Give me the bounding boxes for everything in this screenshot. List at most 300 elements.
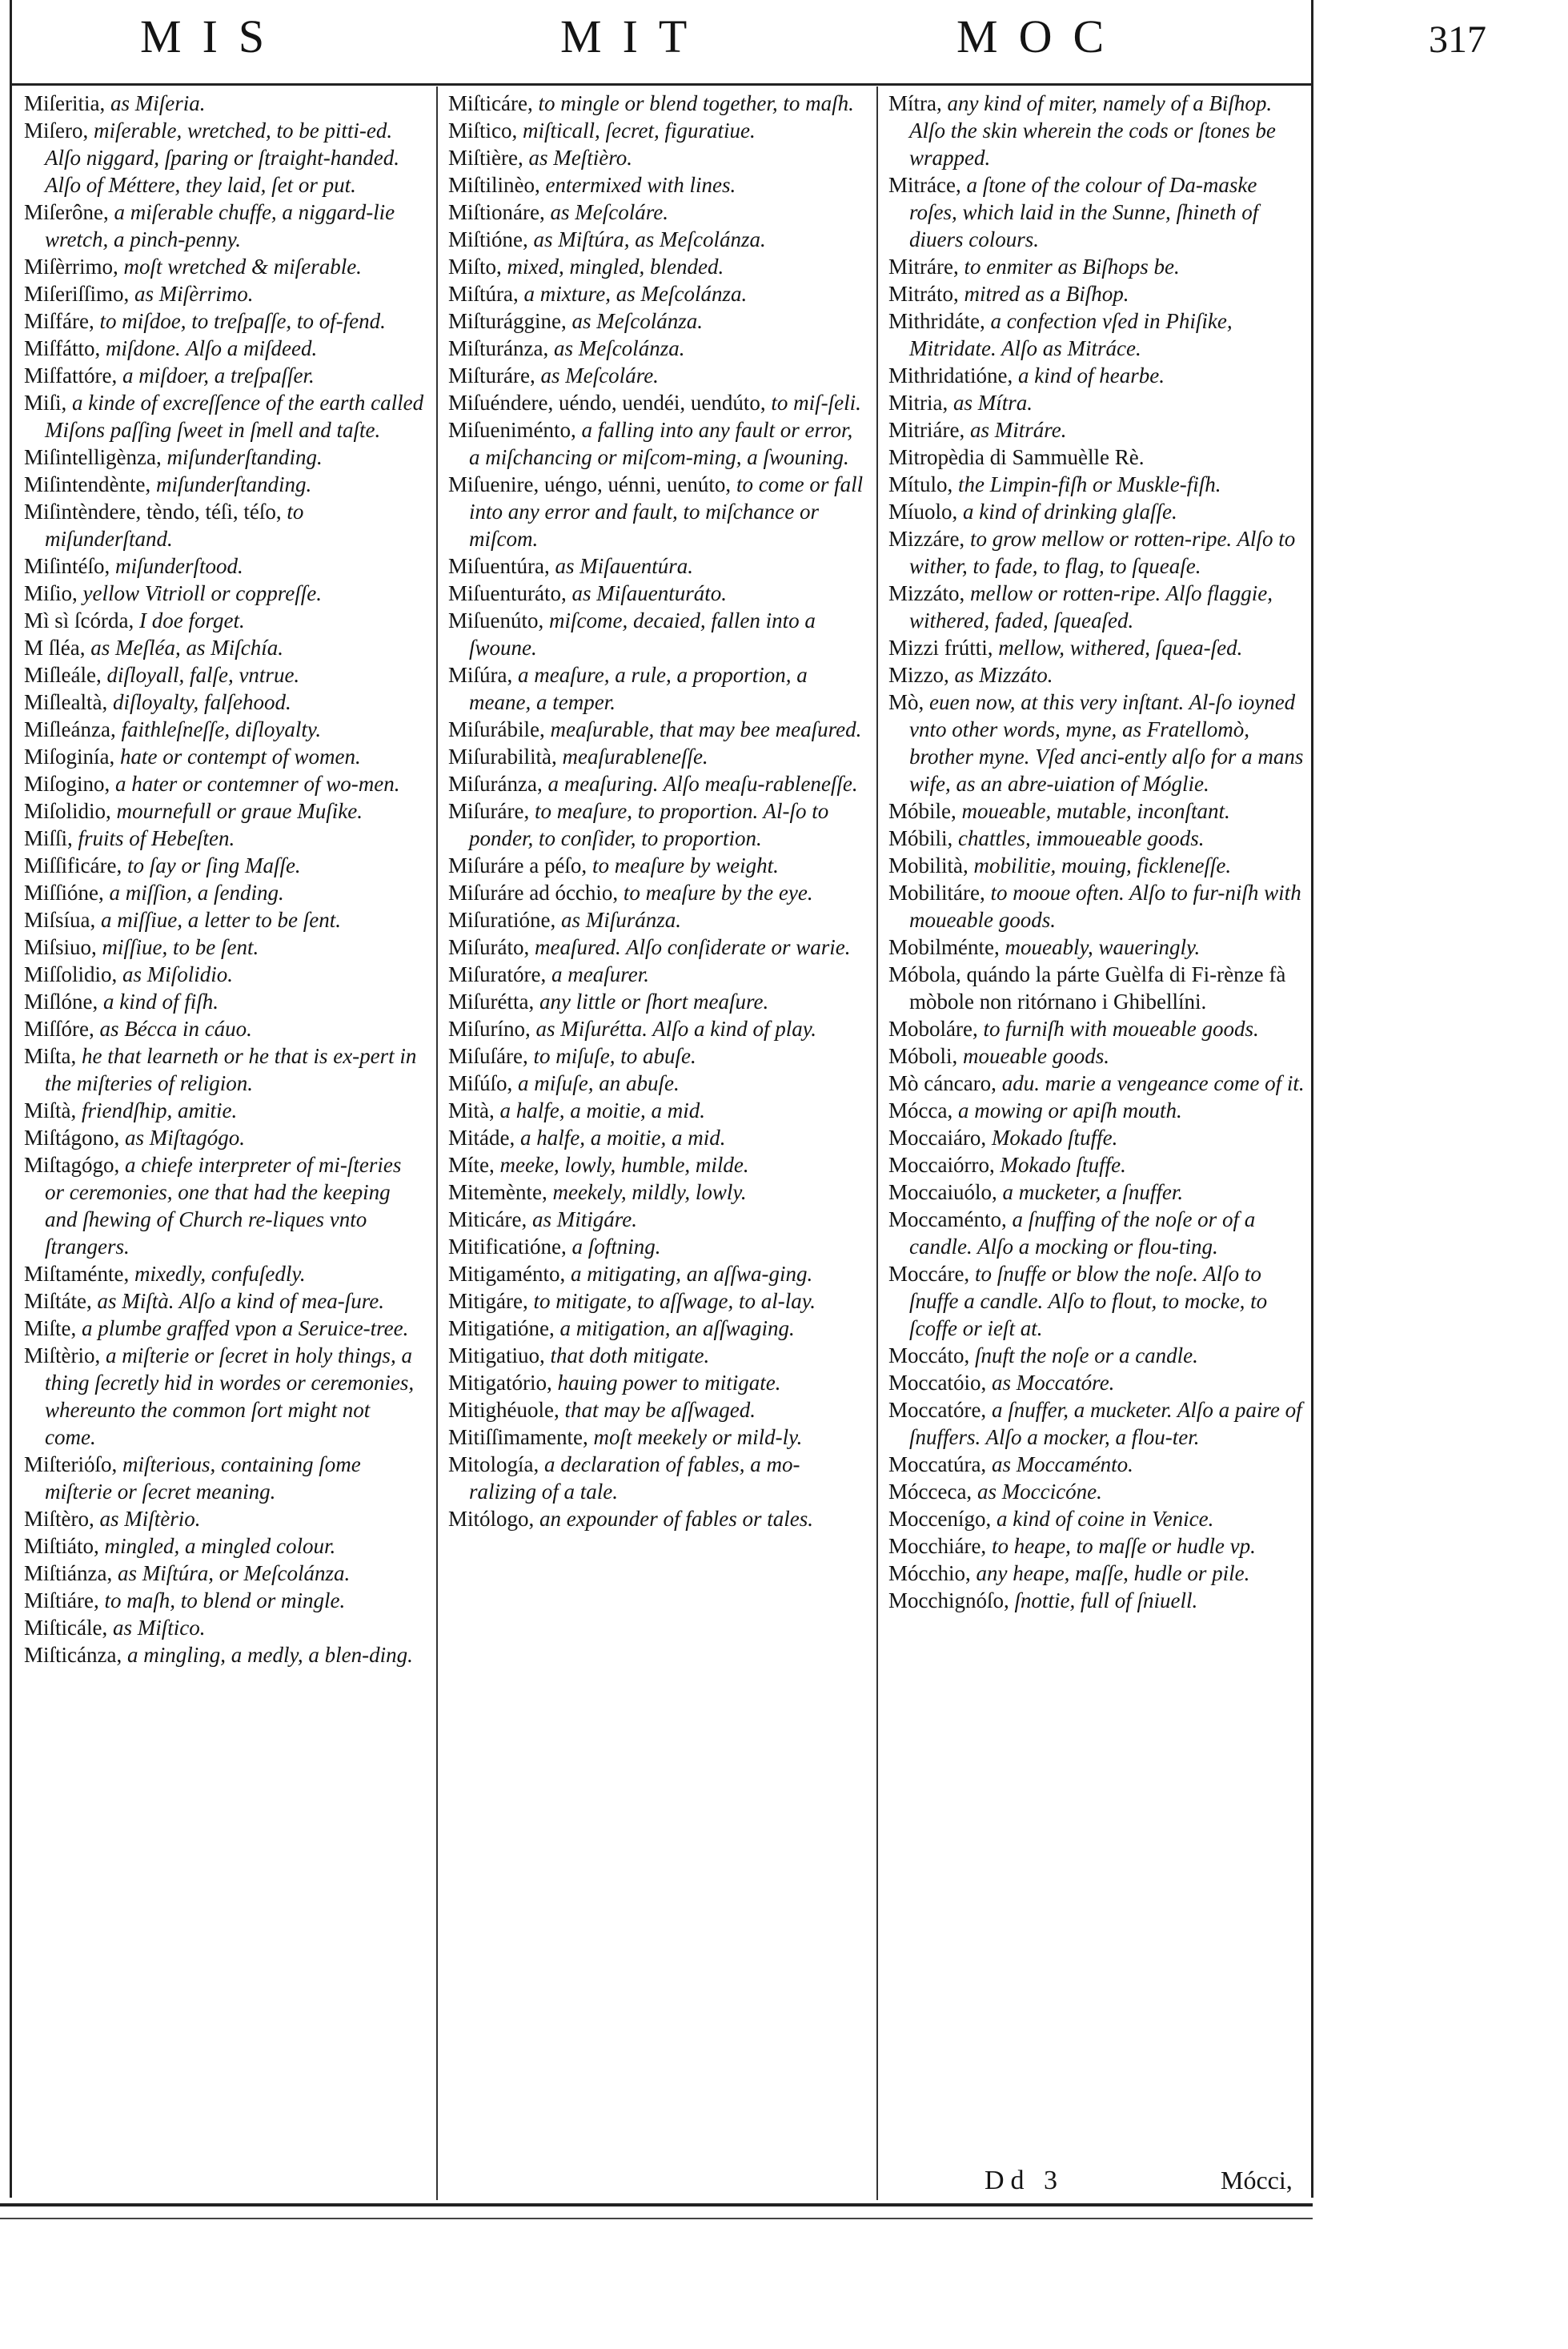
dictionary-entry [448, 770, 864, 797]
dictionary-entry [448, 1015, 864, 1042]
dictionary-entry [448, 1070, 864, 1097]
entry-definition: as Miſurétta. Alſo a kind of play. [530, 1017, 817, 1041]
entry-definition: ſnottie, full of ſniuell. [1009, 1588, 1198, 1612]
catchword: Mócci, [1221, 2166, 1293, 2194]
dictionary-entry [24, 552, 424, 580]
dictionary-entry [888, 634, 1305, 661]
entry-headword: Mitiſſimamente, [448, 1425, 588, 1449]
dictionary-entry [448, 743, 864, 770]
entry-headword: Miſuenire, uéngo, uénni, uenúto, [448, 472, 732, 496]
entry-definition: Mokado ſtuffe. [994, 1153, 1126, 1177]
entry-headword: Miſuráto, [448, 935, 530, 959]
dictionary-entry [888, 1260, 1305, 1342]
dictionary-entry [448, 280, 864, 307]
entry-headword: Mitigaménto, [448, 1262, 566, 1286]
entry-definition: to meaſure, to proportion. Al-ſo to ponder, to conſider, to proportion. [469, 799, 829, 850]
entry-headword: Miſúſo, [448, 1071, 513, 1095]
entry-definition: faithleſneſſe, diſloyalty. [115, 717, 322, 741]
entry-definition: to meaſure by the eye. [618, 881, 813, 905]
dictionary-entry [448, 117, 864, 144]
entry-headword: Miſoginía, [24, 745, 115, 769]
entry-definition: as Mitráre. [964, 418, 1067, 442]
dictionary-entry [888, 1532, 1305, 1560]
entry-headword: Miſèrrimo, [24, 255, 118, 279]
dictionary-entry [24, 988, 424, 1015]
entry-headword: Mitighéuole, [448, 1398, 559, 1422]
dictionary-entry [888, 1070, 1305, 1097]
guide-word-left: MIS [140, 10, 286, 62]
column-divider-2 [876, 86, 878, 2200]
entry-headword: Miſio, [24, 581, 78, 605]
entry-headword: Moccáre, [888, 1262, 970, 1286]
entry-definition: a mixture, as Meſcolánza. [518, 282, 748, 306]
dictionary-entry [24, 661, 424, 689]
entry-headword: Miſtiáre, [24, 1588, 99, 1612]
entry-headword: Miſuríno, [448, 1017, 531, 1041]
dictionary-entry [888, 1206, 1305, 1260]
dictionary-entry [888, 961, 1305, 1015]
entry-headword: Miſtèro, [24, 1507, 94, 1531]
entry-definition: euen now, at this very inſtant. Al-ſo ioyned vnto other words, myne, as Fratellomò, brother myne. Vſed anci-ently alſo for a mans wife, as an abre-uiation of Móglie. [909, 690, 1304, 796]
entry-headword: Miſtionáre, [448, 200, 545, 224]
entry-definition: a ſnuffer, a mucketer. Alſo a paire of ſnuffers. Alſo a mocker, a flou-ter. [909, 1398, 1302, 1449]
entry-definition: yellow Vitrioll or coppreſſe. [77, 581, 322, 605]
dictionary-entry [448, 1505, 864, 1532]
dictionary-entry [24, 362, 424, 389]
entry-definition: a kinde of excreſſence of the earth called Miſons paſſing ſweet in ſmell and taſte. [45, 391, 424, 442]
entry-definition: ſnuft the noſe or a candle. [969, 1343, 1198, 1367]
entry-definition: mingled, a mingled colour. [98, 1534, 336, 1558]
entry-headword: Moccatúra, [888, 1452, 987, 1476]
entry-headword: Miſleále, [24, 663, 102, 687]
entry-definition: as Miſtico. [107, 1616, 206, 1640]
dictionary-entry [24, 1015, 424, 1042]
dictionary-entry [448, 1315, 864, 1342]
entry-headword: Moboláre, [888, 1017, 978, 1041]
entry-definition: as Miſtèrio. [94, 1507, 201, 1531]
entry-headword: Miſúra, [448, 663, 513, 687]
entry-headword: Mitráto, [888, 282, 959, 306]
dictionary-entry [24, 1042, 424, 1097]
entry-headword: Mítulo, [888, 472, 953, 496]
entry-headword: Míte, [448, 1153, 495, 1177]
header-rule [10, 83, 1313, 86]
entry-headword: Moccaiuólo, [888, 1180, 997, 1204]
page-frame-right-rule [1311, 0, 1313, 2198]
dictionary-entry [888, 280, 1305, 307]
dictionary-entry [24, 1614, 424, 1641]
dictionary-entry [24, 770, 424, 797]
entry-headword: Miſfátto, [24, 336, 101, 360]
entry-headword: Miſtagógo, [24, 1153, 120, 1177]
dictionary-entry [24, 1560, 424, 1587]
entry-headword: Miſtaménte, [24, 1262, 130, 1286]
dictionary-entry [888, 444, 1305, 471]
dictionary-entry [448, 416, 864, 471]
entry-definition: diſloyalty, falſehood. [107, 690, 291, 714]
entry-headword: Mitria, [888, 391, 948, 415]
entry-headword: Miſogino, [24, 772, 110, 796]
entry-definition: diſloyall, falſe, vntrue. [101, 663, 300, 687]
entry-definition: as Moccaménto. [986, 1452, 1133, 1476]
dictionary-entry [24, 607, 424, 634]
dictionary-entry [888, 389, 1305, 416]
entry-definition: to miſdoe, to treſpaſſe, to of-fend. [94, 309, 386, 333]
dictionary-entry [448, 1260, 864, 1287]
dictionary-entry [888, 1451, 1305, 1478]
entry-headword: Moccaiórro, [888, 1153, 995, 1177]
entry-headword: Miſfattóre, [24, 363, 118, 387]
dictionary-entry [24, 743, 424, 770]
entry-definition: as Miſauenturáto. [566, 581, 727, 605]
entry-definition: miſdone. Alſo a miſdeed. [100, 336, 318, 360]
entry-headword: Míuolo, [888, 500, 958, 524]
entry-definition: a mucketer, a ſnuffer. [997, 1180, 1184, 1204]
dictionary-column-1 [24, 90, 424, 1668]
guide-word-right: MOC [956, 10, 1125, 62]
entry-headword: Miſsíua, [24, 908, 96, 932]
entry-headword: Mócchio, [888, 1561, 971, 1585]
dictionary-entry [24, 117, 424, 199]
entry-definition: a ſtone of the colour of Da-maske roſes, which laid in the Sunne, ſhineth of diuers colours. [909, 173, 1259, 251]
dictionary-entry [448, 226, 864, 253]
entry-definition: to grow mellow or rotten-ripe. Alſo to wither, to fade, to flag, to ſqueaſe. [909, 527, 1296, 578]
entry-definition: a meaſuring. Alſo meaſu-rableneſſe. [542, 772, 858, 796]
entry-definition: to miſuſe, to abuſe. [527, 1044, 696, 1068]
dictionary-entry [24, 1260, 424, 1287]
dictionary-entry [24, 1451, 424, 1505]
entry-definition: miſſiue, to be ſent. [96, 935, 259, 959]
dictionary-entry [24, 825, 424, 852]
entry-definition: a ſoftning. [566, 1235, 661, 1259]
entry-headword: Miſto, [448, 255, 502, 279]
dictionary-entry [24, 1587, 424, 1614]
entry-headword: Miſtèrio, [24, 1343, 101, 1367]
entry-definition: a miſerable chuffe, a niggard-lie wretch, a pinch-penny. [45, 200, 395, 251]
entry-definition: meaſurableneſſe. [556, 745, 708, 769]
entry-definition: to miſ-ſeli. [765, 391, 861, 415]
footer-rule-thin [0, 2218, 1313, 2219]
entry-headword: Miſintéſo, [24, 554, 110, 578]
dictionary-entry [24, 634, 424, 661]
entry-definition: as Miſtúra, as Meſcolánza. [527, 227, 766, 251]
entry-definition: that may be aſſwaged. [559, 1398, 756, 1422]
entry-definition: any heape, maſſe, hudle or pile. [970, 1561, 1250, 1585]
entry-definition: to ſay or ſing Maſſe. [122, 853, 301, 877]
entry-headword: Miſtico, [448, 118, 518, 143]
entry-definition: adu. marie a vengeance come of it. [996, 1071, 1305, 1095]
entry-definition: meeke, lowly, humble, milde. [494, 1153, 749, 1177]
entry-definition: miſerable, wretched, to be pitti-ed. Alſo niggard, ſparing or ſtraight-handed. Alſo of Méttere, they laid, ſet or put. [45, 118, 400, 197]
entry-headword: Mitigáre, [448, 1289, 528, 1313]
entry-definition: he that learneth or he that is ex-pert in the miſteries of religion. [45, 1044, 417, 1095]
entry-definition: a mitigating, an aſſwa-ging. [565, 1262, 813, 1286]
entry-headword: Mobilitáre, [888, 881, 985, 905]
entry-headword: Miſticále, [24, 1616, 108, 1640]
entry-headword: Miſuenúto, [448, 608, 544, 632]
entry-headword: Miſuenturáto, [448, 581, 567, 605]
dictionary-entry [888, 1560, 1305, 1587]
dictionary-entry [888, 498, 1305, 525]
dictionary-entry [448, 961, 864, 988]
dictionary-entry [24, 1505, 424, 1532]
dictionary-entry [448, 852, 864, 879]
dictionary-entry [888, 1369, 1305, 1396]
dictionary-entry [448, 552, 864, 580]
entry-headword: Miſuſáre, [448, 1044, 528, 1068]
dictionary-entry [448, 1124, 864, 1151]
entry-definition: as Moccicóne. [972, 1480, 1102, 1504]
dictionary-entry [448, 389, 864, 416]
entry-definition: a mowing or apiſh mouth. [952, 1098, 1182, 1122]
entry-definition: miſunderſtanding. [150, 472, 312, 496]
entry-definition: I doe forget. [134, 608, 245, 632]
dictionary-entry [448, 362, 864, 389]
entry-headword: Miſuráre a péſo, [448, 853, 587, 877]
entry-headword: Miſſi, [24, 826, 73, 850]
entry-definition: miſunderſtood. [110, 554, 243, 578]
entry-definition: a meaſurer. [546, 962, 649, 986]
entry-headword: Miſta, [24, 1044, 77, 1068]
entry-headword: Miſerône, [24, 200, 109, 224]
entry-headword: Mizzáre, [888, 527, 965, 551]
entry-headword: Miſlealtà, [24, 690, 108, 714]
entry-headword: Miſurabilità, [448, 745, 557, 769]
dictionary-entry [888, 1097, 1305, 1124]
entry-headword: Miſfáre, [24, 309, 94, 333]
entry-definition: a mitigation, an aſſwaging. [554, 1316, 795, 1340]
dictionary-entry [448, 1206, 864, 1233]
dictionary-entry [888, 1587, 1305, 1614]
entry-definition: a mingling, a medly, a blen-ding. [122, 1643, 413, 1667]
entry-headword: Miſticáre, [448, 91, 533, 115]
dictionary-entry [888, 934, 1305, 961]
entry-definition: a miſuſe, an abuſe. [512, 1071, 680, 1095]
entry-definition: moueable goods. [957, 1044, 1109, 1068]
entry-definition: fruits of Hebeſten. [72, 826, 235, 850]
entry-headword: Miſurétta, [448, 990, 535, 1014]
entry-definition: the Limpin-fiſh or Muskle-fiſh. [952, 472, 1221, 496]
dictionary-entry [448, 906, 864, 934]
entry-definition: miſunderſtanding. [161, 445, 323, 469]
entry-definition: entermixed with lines. [539, 173, 736, 197]
dictionary-entry [888, 1015, 1305, 1042]
entry-definition: Mokado ſtuffe. [986, 1126, 1118, 1150]
entry-definition: a meaſure, a rule, a proportion, a meane, a temper. [469, 663, 808, 714]
dictionary-entry [888, 1124, 1305, 1151]
entry-headword: Moccáto, [888, 1343, 970, 1367]
entry-headword: Miſleánza, [24, 717, 116, 741]
entry-headword: Miſeritia, [24, 91, 106, 115]
dictionary-entry [24, 1124, 424, 1151]
entry-headword: Miſolidio, [24, 799, 111, 823]
dictionary-entry [448, 797, 864, 852]
dictionary-entry [448, 171, 864, 199]
entry-definition: miſterious, containing ſome miſterie or ſecret meaning. [45, 1452, 361, 1504]
dictionary-entry [448, 934, 864, 961]
entry-headword: Miſſóre, [24, 1017, 94, 1041]
entry-definition: mitred as a Biſhop. [958, 282, 1129, 306]
entry-definition: an expounder of fables or tales. [534, 1507, 813, 1531]
entry-definition: as Meſcoláre. [544, 200, 668, 224]
entry-definition: as Meſcolánza. [548, 336, 685, 360]
dictionary-entry [888, 580, 1305, 634]
entry-definition: to mooue often. Alſo to fur-niſh with moueable goods. [909, 881, 1301, 932]
dictionary-entry [448, 307, 864, 335]
entry-definition: as Miſèrrimo. [129, 282, 254, 306]
entry-definition: a miſterie or ſecret in holy things, a thing ſecretly hid in wordes or ceremonies, whereunto the common ſort might not come. [45, 1343, 415, 1449]
dictionary-entry [448, 607, 864, 661]
entry-definition: moueably, waueringly. [999, 935, 1201, 959]
entry-definition: a miſdoer, a treſpaſſer. [117, 363, 315, 387]
dictionary-entry [888, 171, 1305, 253]
entry-definition: to furniſh with moueable goods. [977, 1017, 1259, 1041]
entry-definition: meaſured. Alſo conſiderate or warie. [529, 935, 851, 959]
dictionary-entry [24, 471, 424, 498]
entry-headword: Mitificatióne, [448, 1235, 567, 1259]
entry-headword: Moccatóio, [888, 1371, 987, 1395]
dictionary-entry [888, 1396, 1305, 1451]
dictionary-entry [24, 199, 424, 253]
entry-definition: as Mítra. [948, 391, 1033, 415]
entry-headword: Mizzi frútti, [888, 636, 993, 660]
entry-headword: Mì sì ſcórda, [24, 608, 134, 632]
entry-definition: a plumbe graffed vpon a Seruice-tree. [76, 1316, 409, 1340]
dictionary-entry [24, 1097, 424, 1124]
entry-headword: Móbola, quándo la párte Guèlfa di Fi-rènze fà mòbole non ritórnano i Ghibellíni. [888, 962, 1286, 1014]
entry-definition: as Meſcolánza. [566, 309, 703, 333]
dictionary-entry [448, 1451, 864, 1505]
entry-headword: Miſsiuo, [24, 935, 97, 959]
guide-word-center: MIT [560, 10, 708, 62]
entry-definition: as Meſcoláre. [535, 363, 659, 387]
entry-definition: as Miſtúra, or Meſcolánza. [112, 1561, 351, 1585]
entry-headword: Mitráre, [888, 255, 959, 279]
page-number: 317 [1429, 18, 1486, 61]
page-frame-left-rule [10, 0, 12, 2198]
dictionary-entry [24, 961, 424, 988]
entry-headword: Mità, [448, 1098, 495, 1122]
dictionary-entry [24, 498, 424, 552]
entry-definition: as Miſtà. Alſo a kind of mea-ſure. [91, 1289, 384, 1313]
entry-headword: Mithridáte, [888, 309, 985, 333]
entry-definition: miſcome, decaied, fallen into a ſwoune. [469, 608, 816, 660]
dictionary-entry [888, 1478, 1305, 1505]
dictionary-entry [888, 362, 1305, 389]
entry-definition: mellow, withered, ſquea-ſed. [993, 636, 1243, 660]
dictionary-entry [448, 471, 864, 552]
entry-definition: mournefull or graue Muſike. [110, 799, 363, 823]
entry-definition: meekely, mildly, lowly. [547, 1180, 747, 1204]
dictionary-entry [448, 335, 864, 362]
dictionary-entry [448, 661, 864, 716]
entry-definition: a halfe, a moitie, a mid. [494, 1098, 705, 1122]
entry-headword: Miſuránza, [448, 772, 543, 796]
entry-headword: Mithridatióne, [888, 363, 1013, 387]
entry-headword: Miſtière, [448, 146, 523, 170]
dictionary-entry [448, 253, 864, 280]
entry-definition: moſt meekely or mild-ly. [587, 1425, 803, 1449]
entry-headword: Mocchiáre, [888, 1534, 987, 1558]
entry-headword: Miſueniménto, [448, 418, 576, 442]
entry-headword: Miſtiáto, [24, 1534, 99, 1558]
entry-definition: moueable, mutable, inconſtant. [956, 799, 1230, 823]
dictionary-entry [24, 307, 424, 335]
entry-headword: Moccatóre, [888, 1398, 987, 1422]
entry-headword: Miſuratióne, [448, 908, 556, 932]
dictionary-entry [448, 1396, 864, 1423]
entry-headword: Miſſióne, [24, 881, 104, 905]
entry-definition: meaſurable, that may bee meaſured. [544, 717, 862, 741]
entry-headword: Miſturánza, [448, 336, 549, 360]
dictionary-entry [24, 934, 424, 961]
dictionary-entry [24, 1151, 424, 1260]
dictionary-entry [448, 879, 864, 906]
entry-definition: a confection vſed in Phiſike, Mitridate. Alſo as Mitráce. [909, 309, 1233, 360]
dictionary-entry [448, 1151, 864, 1179]
entry-headword: Miſuráre ad ócchio, [448, 881, 619, 905]
entry-headword: Mizzáto, [888, 581, 965, 605]
entry-headword: Miſſificáre, [24, 853, 122, 877]
entry-definition: to heape, to maſſe or hudle vp. [986, 1534, 1256, 1558]
entry-definition: as Miſolidio. [117, 962, 234, 986]
entry-definition: a falling into any fault or error, a miſchancing or miſcom-ming, a ſwouning. [469, 418, 853, 469]
dictionary-entry [448, 199, 864, 226]
dictionary-entry [24, 253, 424, 280]
entry-definition: as Meſléa, as Miſchía. [85, 636, 283, 660]
entry-headword: Miſtilinèo, [448, 173, 540, 197]
dictionary-entry [24, 280, 424, 307]
dictionary-entry [448, 1097, 864, 1124]
entry-definition: as Bécca in cáuo. [94, 1017, 252, 1041]
entry-definition: a kind of fiſh. [98, 990, 219, 1014]
entry-definition: a kind of hearbe. [1013, 363, 1165, 387]
entry-headword: Móbili, [888, 826, 953, 850]
entry-headword: Miſturáre, [448, 363, 535, 387]
entry-definition: miſticall, ſecret, figuratiue. [517, 118, 756, 143]
dictionary-entry [24, 580, 424, 607]
dictionary-entry [888, 661, 1305, 689]
dictionary-entry [888, 1151, 1305, 1179]
entry-definition: as Miſuránza. [555, 908, 682, 932]
entry-definition: as Moccatóre. [986, 1371, 1115, 1395]
entry-definition: to mingle or blend together, to maſh. [532, 91, 854, 115]
dictionary-entry [888, 1179, 1305, 1206]
entry-headword: Miſtágono, [24, 1126, 120, 1150]
dictionary-entry [888, 1505, 1305, 1532]
entry-definition: as Miſauentúra. [549, 554, 693, 578]
dictionary-entry [24, 1315, 424, 1342]
entry-headword: Mitriáre, [888, 418, 965, 442]
dictionary-entry [448, 1233, 864, 1260]
entry-definition: a miſſion, a ſending. [103, 881, 284, 905]
dictionary-entry [448, 1042, 864, 1070]
entry-headword: Mizzo, [888, 663, 949, 687]
entry-definition: to enmiter as Biſhops be. [958, 255, 1180, 279]
entry-headword: Miſeriſſimo, [24, 282, 130, 306]
entry-headword: Miſteriόſo, [24, 1452, 118, 1476]
dictionary-entry [888, 416, 1305, 444]
dictionary-entry [448, 144, 864, 171]
column-divider-1 [436, 86, 438, 2200]
entry-headword: Miſintelligènza, [24, 445, 162, 469]
dictionary-entry [24, 389, 424, 444]
running-header [0, 0, 1568, 88]
entry-headword: Miſurábile, [448, 717, 545, 741]
dictionary-entry [448, 1179, 864, 1206]
entry-definition: as Meſtièro. [523, 146, 632, 170]
entry-headword: Miſtióne, [448, 227, 528, 251]
